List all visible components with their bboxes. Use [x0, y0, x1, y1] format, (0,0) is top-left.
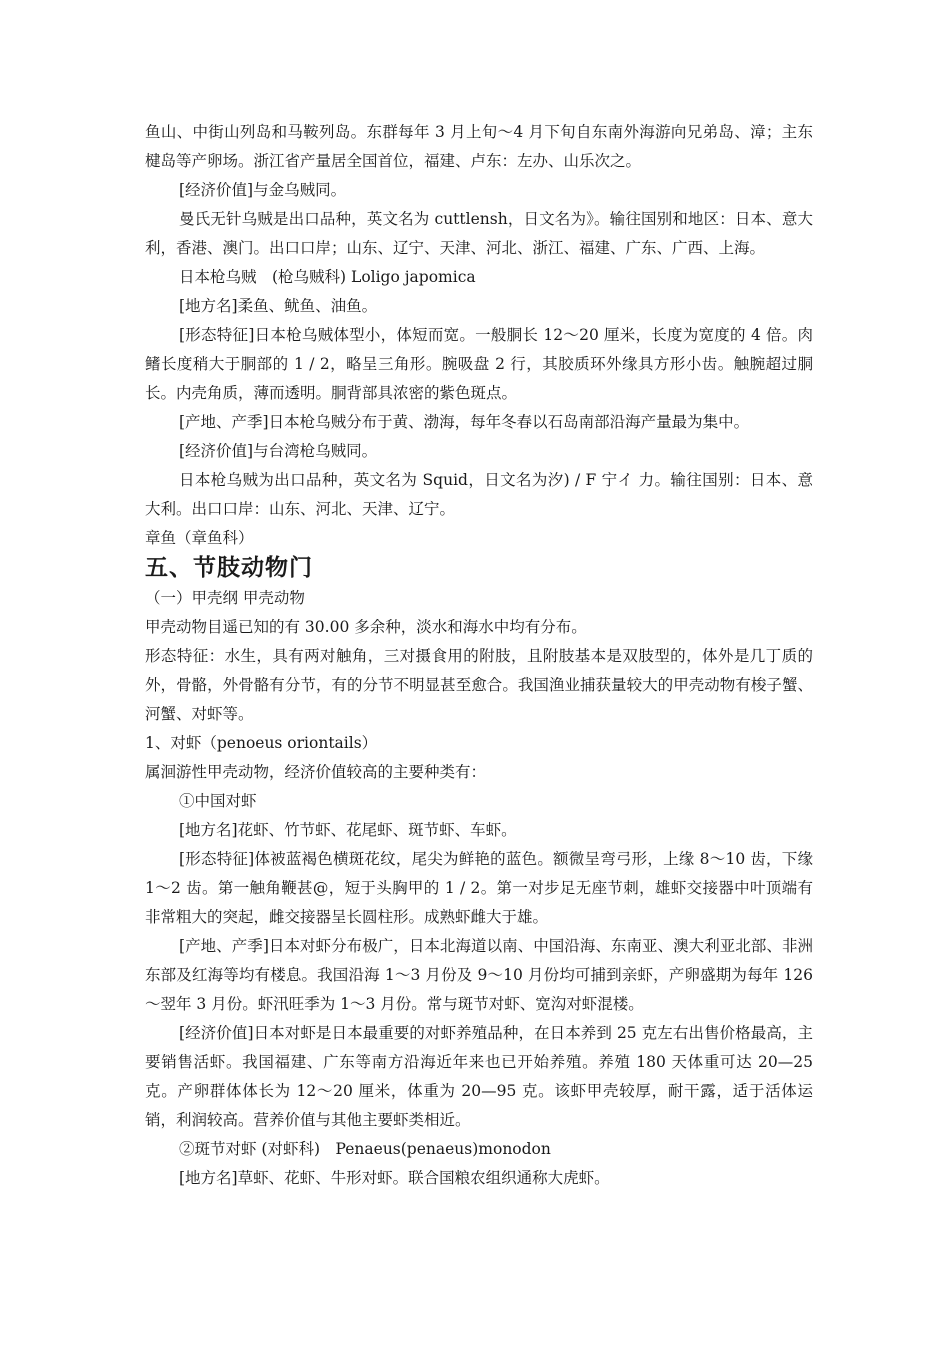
species-heading: 日本枪乌贼 (枪乌贼科) Loligo japomica	[179, 268, 476, 286]
item-heading: 1、对虾（penoeus oriontails）	[145, 734, 378, 752]
paragraph: 鱼山、中街山列岛和马鞍列岛。东群每年 3 月上旬～4 月下旬自东南外海游向兄弟岛、漳；主东楗岛等产卵场。浙江省产量居全国首位，福建、卢东：左办、山乐次之。	[145, 123, 813, 170]
subsection-label: 章鱼（章鱼科）	[145, 529, 254, 547]
paragraph: [产地、产季]日本对虾分布极广，日本北海道以南、中国沿海、东南亚、澳大利亚北部、非洲东部及红海等均有楼息。我国沿海 1～3 月份及 9～10 月份均可捕到亲虾，产卵盛期为每年 126～翌年 3 月份。虾汛旺季为 1～3 月份。常与斑节对虾、宽沟对虾混楼。	[145, 937, 813, 1013]
paragraph: [地方名]柔鱼、鱿鱼、油鱼。	[179, 297, 378, 315]
species-heading: ①中国对虾	[179, 792, 257, 810]
subsection-title: （一）甲壳纲 甲壳动物	[145, 589, 305, 607]
paragraph: [经济价值]与台湾枪乌贼同。	[179, 442, 378, 460]
paragraph: 日本枪乌贼为出口品种，英文名为 Squid，日文名为汐) / F 宁イ 力。输往国别：日本、意大利。出口口岸：山东、河北、天津、辽宁。	[145, 471, 813, 518]
document-page	[145, 118, 813, 1193]
paragraph: [经济价值]与金乌贼同。	[179, 181, 347, 199]
paragraph: [形态特征]日本枪乌贼体型小，体短而宽。一般胴长 12～20 厘米，长度为宽度的 4 倍。肉鳍长度稍大于胴部的 1 / 2，略呈三角形。腕吸盘 2 行，其胶质环外缘具方形小齿。触腕超过胴长。内壳角质，薄而透明。胴背部具浓密的紫色斑点。	[145, 326, 813, 402]
paragraph: [地方名]花虾、竹节虾、花尾虾、斑节虾、车虾。	[179, 821, 517, 839]
paragraph: [经济价值]日本对虾是日本最重要的对虾养殖品种，在日本养到 25 克左右出售价格最高，主要销售活虾。我国福建、广东等南方沿海近年来也已开始养殖。养殖 180 天体重可达 20—25 克。产卵群体体长为 12～20 厘米，体重为 20—95 克。该虾甲壳较厚，耐干露，适于活体运销，利润较高。营养价值与其他主要虾类相近。	[145, 1024, 813, 1129]
paragraph: 属洄游性甲壳动物，经济价值较高的主要种类有：	[145, 763, 487, 781]
paragraph: [产地、产季]日本枪乌贼分布于黄、渤海，每年冬春以石岛南部沿海产量最为集中。	[179, 413, 750, 431]
paragraph: 甲壳动物目遥已知的有 30.00 多余种，淡水和海水中均有分布。	[145, 618, 587, 636]
paragraph: [形态特征]体被蓝褐色横斑花纹，尾尖为鲜艳的蓝色。额微呈弯弓形，上缘 8～10 齿，下缘 1～2 齿。第一触角鞭甚@，短于头胸甲的 1 / 2。第一对步足无座节刺，雄虾交接器中叶顶端有非常粗大的突起，雌交接器呈长圆柱形。成熟虾雌大于雄。	[145, 850, 813, 926]
section-title: 五、节肢动物门	[145, 555, 313, 581]
species-heading: ②斑节对虾 (对虾科) Penaeus(penaeus)monodon	[179, 1140, 551, 1158]
paragraph: 形态特征：水生，具有两对触角，三对摄食用的附肢，且附肢基本是双肢型的，体外是几丁质的外，骨骼，外骨骼有分节，有的分节不明显甚至愈合。我国渔业捕获量较大的甲壳动物有梭子蟹、河蟹、对虾等。	[145, 647, 813, 723]
paragraph: 曼氏无针乌贼是出口品种，英文名为 cuttlensh，日文名为》。输往国别和地区：日本、意大利，香港、澳门。出口口岸；山东、辽宁、天津、河北、浙江、福建、广东、广西、上海。	[145, 210, 813, 257]
paragraph: [地方名]草虾、花虾、牛形对虾。联合国粮农组织通称大虎虾。	[179, 1169, 610, 1187]
